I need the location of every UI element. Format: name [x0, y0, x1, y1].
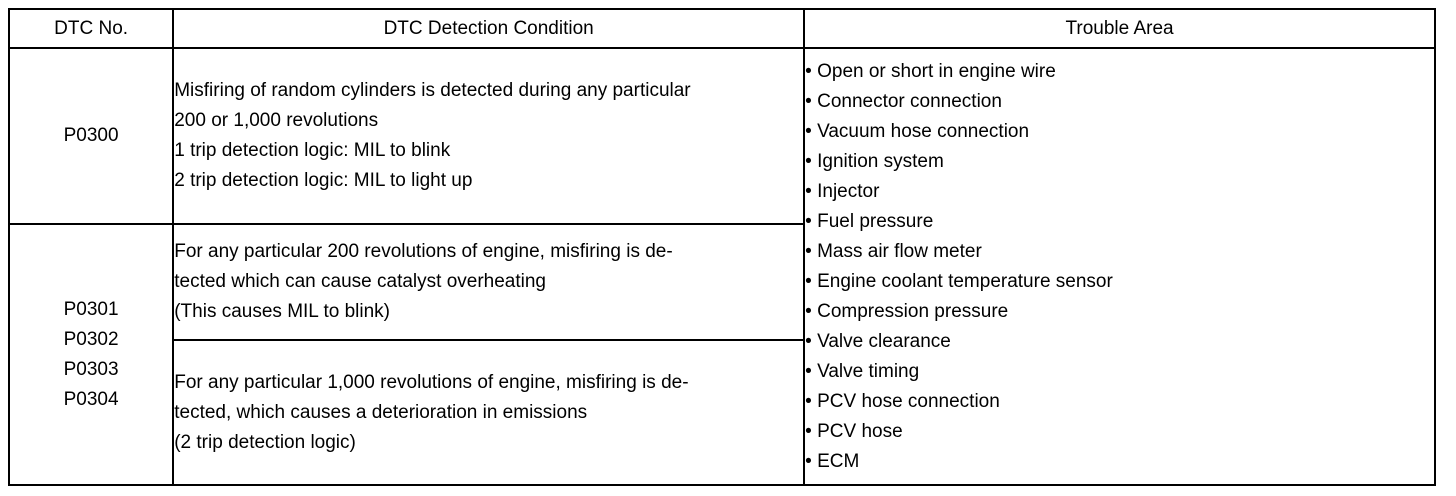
condition-line: Misfiring of random cylinders is detected during any particular — [174, 80, 691, 101]
bullet-icon: • — [805, 180, 812, 202]
bullet-icon: • — [805, 390, 812, 412]
trouble-area-item: • ECM — [805, 447, 1434, 477]
condition-line: For any particular 200 revolutions of engine, misfiring is de- — [174, 241, 673, 262]
detection-condition-cell — [173, 340, 804, 485]
bullet-icon: • — [805, 270, 812, 292]
trouble-area-item: • Valve clearance — [805, 327, 1434, 357]
condition-line: For any particular 1,000 revolutions of engine, misfiring is de- — [174, 371, 689, 393]
bullet-icon: • — [805, 450, 812, 472]
bullet-icon: • — [805, 420, 812, 442]
bullet-icon: • — [805, 360, 812, 382]
condition-line: tected which can cause catalyst overheating — [174, 271, 546, 292]
trouble-area-item: • Vacuum hose connection — [805, 117, 1434, 147]
trouble-area-item: • Fuel pressure — [805, 207, 1434, 237]
trouble-area-cell — [804, 48, 1435, 485]
condition-line: (2 trip detection logic) — [174, 431, 356, 453]
trouble-area-item: • Engine coolant temperature sensor — [805, 267, 1434, 297]
detection-condition-cell — [173, 48, 804, 224]
trouble-area-item: • Open or short in engine wire — [805, 57, 1434, 87]
bullet-icon: • — [805, 60, 812, 82]
dtc-code: P0300 — [63, 125, 119, 146]
dtc-code-cell — [9, 224, 173, 485]
trouble-area-item: • PCV hose — [805, 417, 1434, 447]
trouble-area-item: • Valve timing — [805, 357, 1434, 387]
condition-line: tected, which causes a deterioration in emissions — [174, 401, 588, 423]
condition-line: 2 trip detection logic: MIL to light up — [174, 170, 473, 191]
trouble-area-item: • Injector — [805, 177, 1434, 207]
condition-line: 200 or 1,000 revolutions — [174, 110, 379, 131]
dtc-code: P0302 — [63, 328, 119, 350]
detection-condition-cell — [173, 224, 804, 340]
header-dtc-no: DTC No. — [9, 9, 173, 48]
trouble-area-item: • Mass air flow meter — [805, 237, 1434, 267]
dtc-table — [8, 8, 1436, 486]
trouble-area-item: • PCV hose connection — [805, 387, 1434, 417]
trouble-area-item: • Ignition system — [805, 147, 1434, 177]
trouble-area-item: • Connector connection — [805, 87, 1434, 117]
bullet-icon: • — [805, 300, 812, 322]
condition-line: 1 trip detection logic: MIL to blink — [174, 140, 451, 161]
bullet-icon: • — [805, 120, 812, 142]
bullet-icon: • — [805, 150, 812, 172]
table-row — [9, 48, 1435, 224]
bullet-icon: • — [805, 210, 812, 232]
table-header-row — [9, 9, 1435, 48]
dtc-code: P0303 — [63, 358, 119, 380]
bullet-icon: • — [805, 90, 812, 112]
condition-line: (This causes MIL to blink) — [174, 301, 390, 322]
trouble-area-item: • Compression pressure — [805, 297, 1434, 327]
dtc-table-frame — [8, 8, 1436, 486]
header-detection-condition: DTC Detection Condition — [173, 9, 804, 48]
dtc-code: P0301 — [63, 298, 119, 320]
dtc-code: P0304 — [63, 388, 119, 410]
bullet-icon: • — [805, 330, 812, 352]
dtc-code-cell — [9, 48, 173, 224]
bullet-icon: • — [805, 240, 812, 262]
header-trouble-area: Trouble Area — [804, 9, 1435, 48]
